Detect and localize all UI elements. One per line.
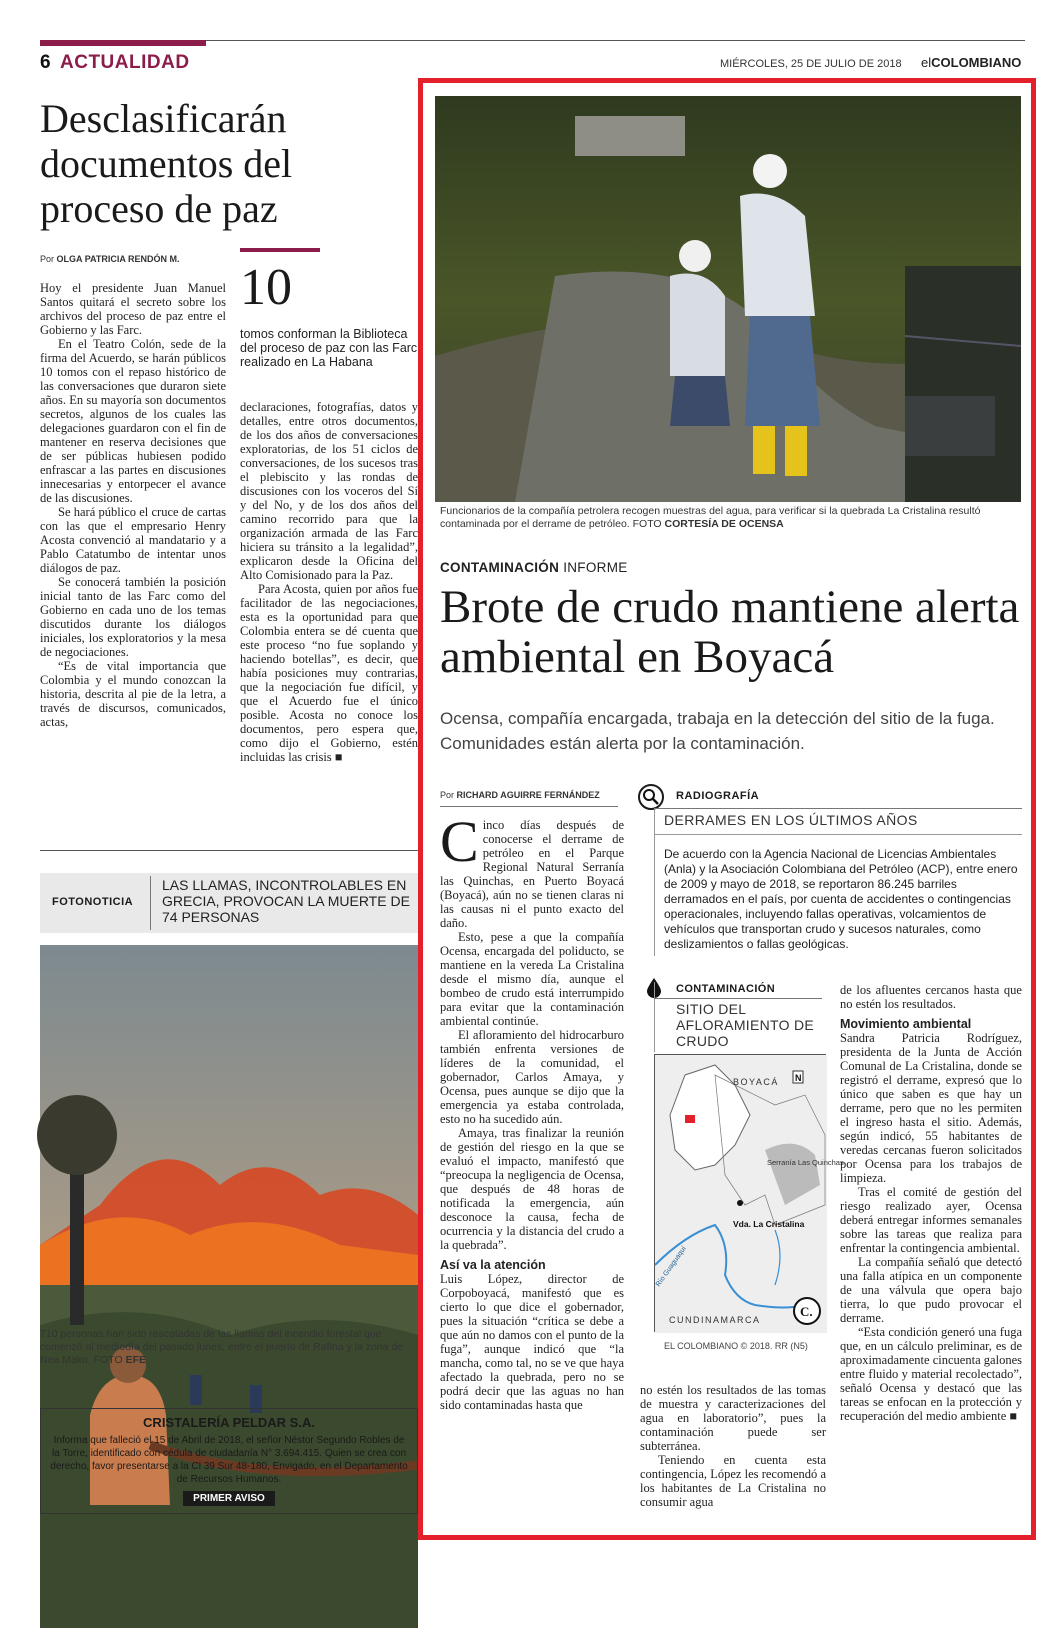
left-article-column-2 (240, 400, 418, 832)
subheading: Así va la atención (440, 1258, 546, 1272)
article-kicker: CONTAMINACIÓN INFORME (440, 560, 628, 575)
region-label: BOYACÁ (733, 1077, 779, 1087)
paragraph: Para Acosta, quien por años fue facilitador de las negociaciones, esta es la oportunidad para que Colombia entera se dé cuenta que este proceso “no fue soplando y haciendo botellas”, es decir, que había posiciones muy contrarias, que la negociación fue difícil, y que el Acuerdo fue el único posible. Acosta no conoce los documentos, pero espera que, como dijo el Gobierno, estén incluidas las crisis ■ (240, 582, 418, 764)
page-number: 6 (40, 52, 51, 73)
main-article-column-3 (840, 983, 1022, 1531)
fotonoticia-title: LAS LLAMAS, INCONTROLABLES EN GRECIA, PROVOCAN LA MUERTE DE 74 PERSONAS (162, 877, 410, 925)
serrania-label: Serranía Las Quinchas (767, 1158, 844, 1167)
lead-paragraph: Cinco días después de conocerse el derrame de petróleo en el Parque Regional Natural Serranía las Quinchas, en Puerto Boyacá (Boyacá), aún no se tienen claras ni las causas ni el punto exacto del daño. (440, 809, 624, 930)
paragraph: declaraciones, fotografías, datos y detalles, entre otros documentos, de los dos años de conversaciones exploratorias, de los 51 ciclos de conversaciones, de los sucesos tras el plebiscito y las rondas de discusiones con los voceros del Sí y del No, y de los dos años del camino recorrido para que la organización armada de las Farc hiciera su tránsito a la legalidad”, explicaron desde la Oficina del Alto Comisionado para la Paz. (240, 400, 418, 582)
location-map (654, 1054, 844, 1332)
paragraph: El afloramiento del hidrocarburo también enfrenta versiones de líderes de la comunidad, el gobernador, Carlos Amaya, y Ocensa, pues aunque se dijo que la emergencia ya estaba controlada, esto no ha sucedido aún. (440, 1028, 624, 1126)
drop-cap: C (440, 809, 479, 874)
brand-logo: elCOLOMBIANO (921, 55, 1022, 70)
paragraph: Tras el comité de gestión del riesgo realizado ayer, Ocensa deberá entregar informes semanales sobre las tareas que realiza para enfrentar la contingencia ambiental. (840, 1185, 1022, 1255)
stat-accent-bar (240, 248, 320, 252)
main-byline: Por RICHARD AGUIRRE FERNÁNDEZ (440, 790, 600, 800)
paragraph: En el Teatro Colón, sede de la firma del Acuerdo, se harán públicos 10 tomos con el repaso histórico de las conversaciones que duraron siete años. En su mayoría son documentos secretos, algunos de los cuales las delegaciones guardaron con el fin de mantener en reserva decisiones que de ser públicas hubiesen podido enfrascar a las partes en discusiones innecesarias y entorpecer el avance de las discusiones. (40, 337, 226, 505)
main-article-column-2 (640, 1383, 826, 1533)
death-notice (40, 1408, 418, 1514)
map-credit: EL COLOMBIANO © 2018. RR (N5) (664, 1341, 808, 1351)
paragraph: Hoy el presidente Juan Manuel Santos quitará el secreto sobre los archivos del proceso de paz entre el Gobierno y las Farc. (40, 281, 226, 337)
issue-date: MIÉRCOLES, 25 DE JULIO DE 2018 (720, 58, 902, 70)
paragraph: Teniendo en cuenta esta contingencia, López les recomendó a los habitantes de La Cristalina no consumir agua (640, 1453, 826, 1509)
byline-rule (440, 806, 618, 807)
magnifier-icon (638, 784, 664, 810)
section-divider (40, 850, 418, 851)
paragraph: no estén los resultados de las tomas de muestra y caracterizaciones del agua en laboratorio”, pues la contaminación puede ser subterránea. (640, 1383, 826, 1453)
left-headline: Desclasificarán documentos del proceso de paz (40, 96, 293, 231)
radiografia-subtitle: DERRAMES EN LOS ÚLTIMOS AÑOS (664, 812, 918, 828)
left-byline: Por OLGA PATRICIA RENDÓN M. (40, 254, 180, 264)
paragraph: Se conocerá también la posición inicial tanto de las Farc como del Gobierno en cada uno de los temas discutidos durante los diálogos iniciales, los exploratorios y la mesa de negociaciones. (40, 575, 226, 659)
map-rule (654, 998, 822, 999)
paragraph: Amaya, tras finalizar la reunión de gestión del riesgo en la que se evaluó el impacto, manifestó que “preocupa la negligencia de Ocensa, que después de 48 horas de notificada la emergencia, aún desconoce la causa, fecha de ocurrencia y la distancia del crudo a la quebrada”. (440, 1126, 624, 1252)
photo-caption: Funcionarios de la compañía petrolera recogen muestras del agua, para verificar si la quebrada La Cristalina resultó contaminada por el derrame de petróleo. FOTO CORTESÍA DE OCENSA (440, 505, 981, 530)
paragraph: “Es de vital importancia que Colombia y el mundo conozcan la historia, descrita al pie de la letra, a través de discursos, comunicados, actas, (40, 659, 226, 729)
notice-body: Informa que falleció el 15 de Abril de 2018, el señor Néstor Segundo Robles de la Torre, identificado con cédula de ciudadanía N° 3.694.415. Quien se crea con derecho, favor presentarse a la Cl 39 Sur 48-180, Envigado, en el Departamento de Recursos Humanos. (50, 1435, 408, 1485)
workers-photo (435, 96, 1021, 502)
fotonoticia-label: FOTONOTICIA (52, 896, 134, 908)
header-accent-bar (40, 40, 206, 46)
stat-description: tomos conforman la Biblioteca del proceso de paz con las Farc realizado en La Habana (240, 327, 418, 369)
fotonoticia-caption: 710 personas han sido rescatadas de las llamas del incendio forestal que comenzó al mediodía del pasado lunes, entre el puerto de Rafina y la zona de Nea Makri. FOTO EFE (40, 1328, 404, 1366)
north-arrow: N (795, 1073, 802, 1083)
paragraph: Luis López, director de Corpoboyacá, manifestó que es cierto lo que dice el gobernador, pues la situación “crítica se debe a que aún no damos con el punto de la fuga”, aunque indicó que “la mancha, como tal, no se ve que haya afectado la quebrada, pero no se podrá decir que las aguas no han sido contaminadas hasta que (440, 1272, 624, 1412)
paragraph: Sandra Patricia Rodríguez, presidenta de la Junta de Acción Comunal de La Cristalina, donde se registró el derrame, expresó que lo único que saben es que hay un derrame, pero que no les permiten el ingreso hasta el sitio. Además, según indicó, 55 habitantes de veredas cercanas fueron solicitados por Ocensa para los trabajos de limpieza. (840, 1031, 1022, 1185)
wildfire-photo (40, 945, 418, 1325)
region-label: CUNDINAMARCA (669, 1315, 761, 1325)
river-label: Río Guaguaquí (654, 1245, 688, 1289)
site-label: Vda. La Cristalina (733, 1219, 805, 1229)
radiografia-side-rule (654, 810, 655, 956)
section-title: ACTUALIDAD (60, 52, 190, 73)
radiografia-rule (654, 808, 1022, 809)
map-side-rule (654, 982, 655, 1052)
main-headline: Brote de crudo mantiene alerta ambiental en Boyacá (440, 581, 1020, 683)
radiografia-body: De acuerdo con la Agencia Nacional de Licencias Ambientales (Anla) y la Asociación Colombiana del Petróleo (ACP), entre enero de 2009 y mayo de 2018, se reportaron 86.245 barriles derramados en el país, por cuenta de accidentes o contingencias operacionales, incluyendo fallas operativas, volcamientos de vehículos que transportan crudo y sucesos naturales, como deslizamientos o fallas geológicas. (664, 847, 1018, 951)
fotonoticia-divider (150, 876, 151, 930)
paragraph: Se hará público el cruce de cartas con las que el empresario Henry Acosta convenció al mandatario y a Pablo Catatumbo de intentar unos diálogos de paz. (40, 505, 226, 575)
paragraph: “Esta condición generó una fuga que, en un cálculo preliminar, es de aproximadamente cincuenta galones entre fluido y material recolectado”, señaló Ocensa y destacó que las tareas se enfocan en la protección y recuperación del medio ambiente ■ (840, 1325, 1022, 1423)
paragraph: de los afluentes cercanos hasta que no estén los resultados. (840, 983, 1022, 1011)
main-article-column-1 (440, 809, 624, 1518)
site-marker (685, 1115, 695, 1123)
notice-title: CRISTALERÍA PELDAR S.A. (143, 1415, 315, 1430)
logo-badge: C. (800, 1304, 813, 1319)
paragraph: Esto, pese a que la compañía Ocensa, encargada del poliducto, se mantiene en la vereda La Cristalina desde el mismo día, aunque el bombeo de crudo está interrumpido para evitar que la contaminación ambiental continúe. (440, 930, 624, 1028)
subheading: Movimiento ambiental (840, 1017, 972, 1031)
stat-number: 10 (240, 259, 292, 316)
article-deck: Ocensa, compañía encargada, trabaja en la detección del sitio de la fuga. Comunidades están alerta por la contaminación. (440, 709, 995, 753)
radiografia-rule (654, 834, 1022, 835)
map-label: CONTAMINACIÓN (676, 983, 776, 995)
radiografia-label: RADIOGRAFÍA (676, 790, 760, 802)
left-article-column-1 (40, 281, 226, 831)
notice-badge: PRIMER AVISO (183, 1491, 275, 1506)
map-title: SITIO DEL AFLORAMIENTO DE CRUDO (676, 1001, 815, 1049)
paragraph: La compañía señaló que detectó una falla atípica en un componente de una válvula que opera bajo tierra, lo que pudo provocar el derrame. (840, 1255, 1022, 1325)
